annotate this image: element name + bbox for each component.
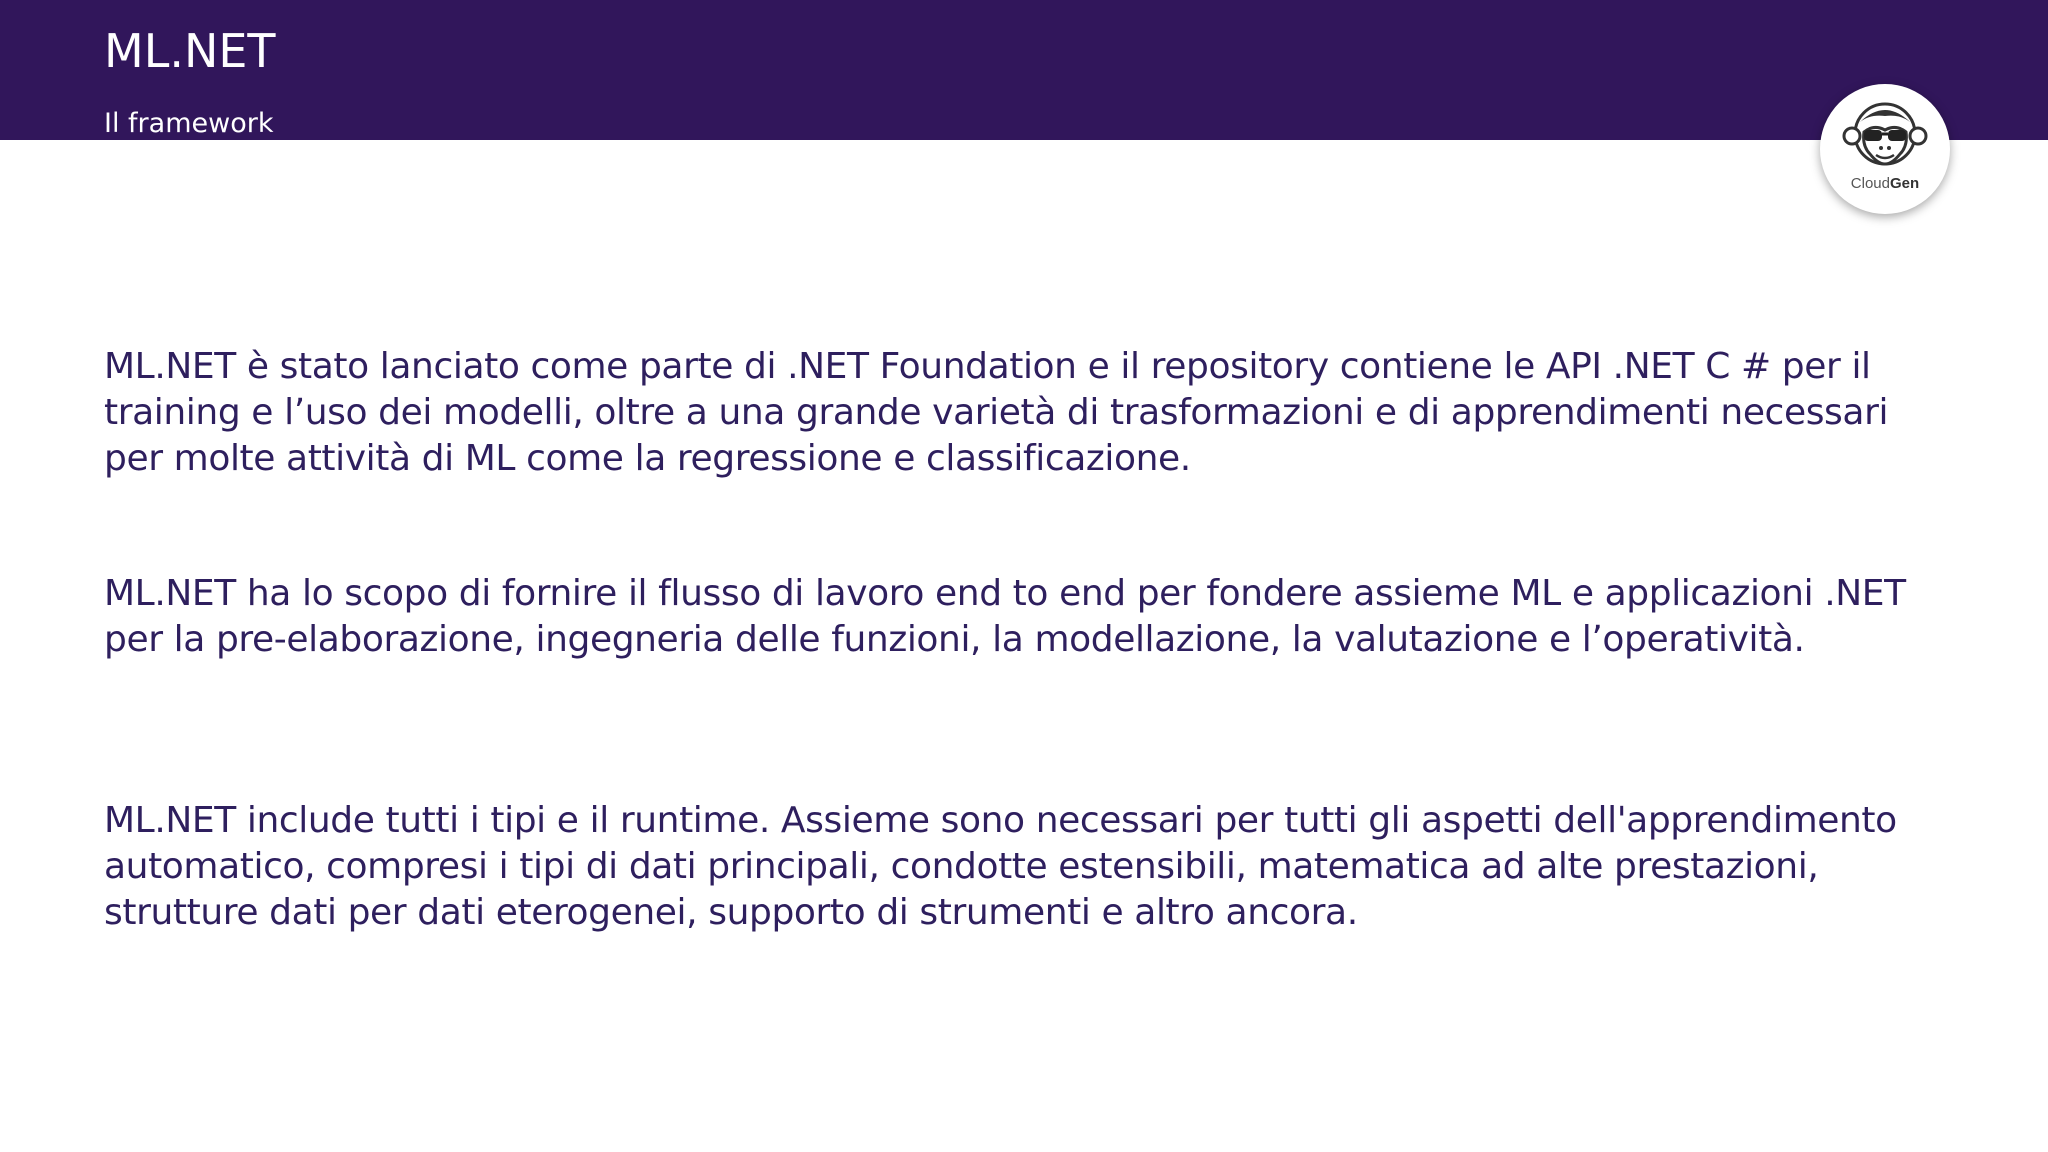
body-paragraph-2: ML.NET ha lo scopo di fornire il flusso di lavoro end to end per fondere assieme ML e applicazioni .NET per la pre-elaborazione, ingegneria delle funzioni, la modellazione, la valutazione e l’operatività. <box>104 573 1906 660</box>
slide-title: ML.NET <box>104 24 276 78</box>
header-bar <box>0 0 2048 140</box>
logo-wordmark <box>1820 176 1950 192</box>
monkey-logo-icon <box>1820 84 1950 214</box>
slide-subtitle: Il framework <box>104 108 274 139</box>
body-paragraph-3: ML.NET include tutti i tipi e il runtime. Assieme sono necessari per tutti gli aspetti dell'apprendimento automatico, compresi i tipi di dati principali, condotte estensibili, matematica ad alte prestazioni, strutture dati per dati eterogenei, supporto di strumenti e altro ancora. <box>104 800 1897 933</box>
logo-brand-light: Cloud <box>1850 175 1890 192</box>
body-paragraph-1: ML.NET è stato lanciato come parte di .NET Foundation e il repository contiene le API .NET C # per il training e l’uso dei modelli, oltre a una grande varietà di trasformazioni e di apprendimenti necessari per molte attività di ML come la regressione e classificazione. <box>104 346 1889 479</box>
cloudgen-logo <box>1820 84 1950 214</box>
logo-brand-bold: Gen <box>1890 175 1920 192</box>
